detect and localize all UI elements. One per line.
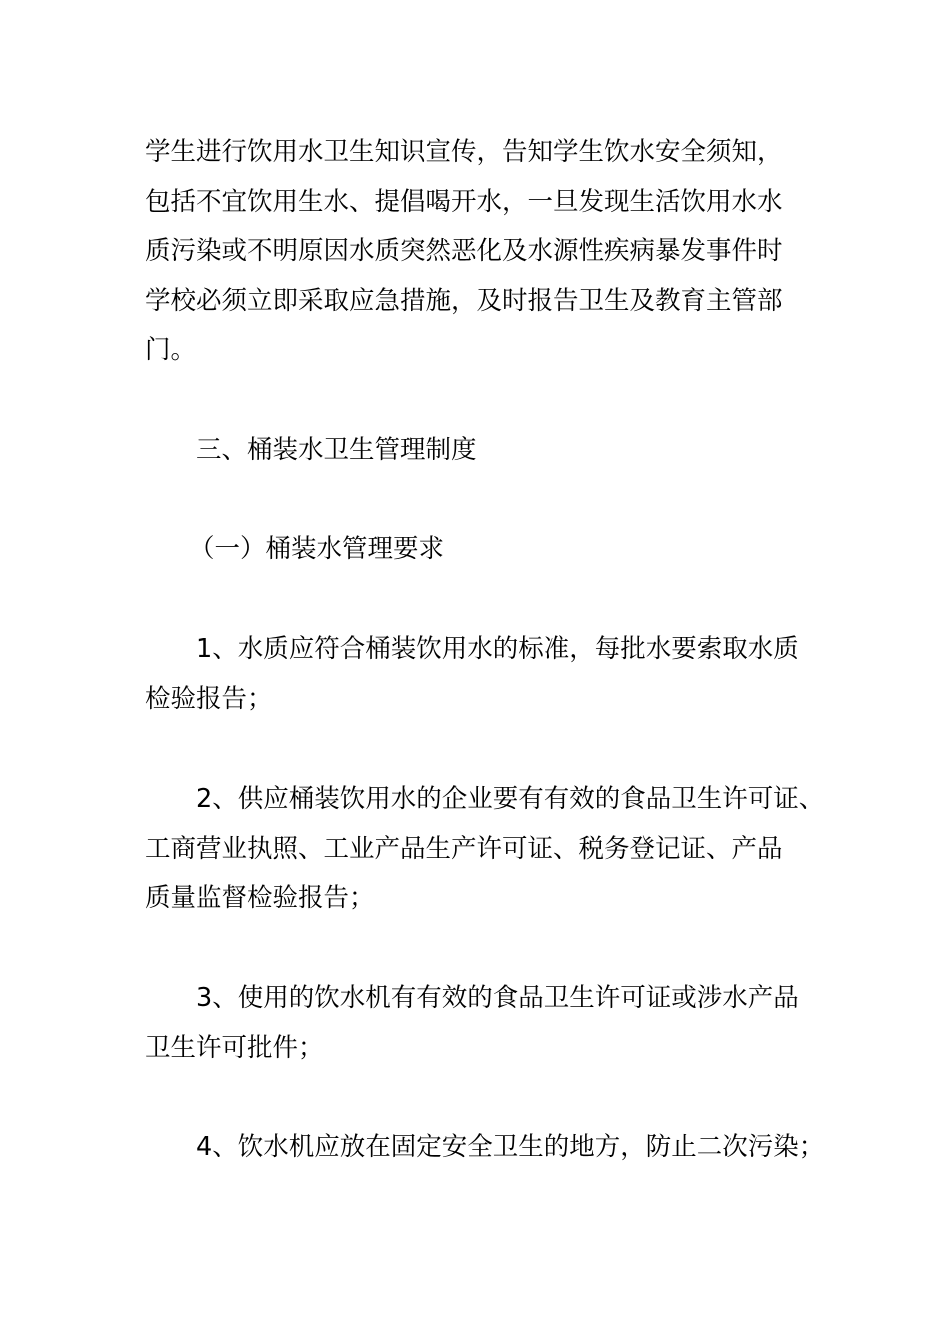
list-item-line: 2、供应桶装饮用水的企业要有有效的食品卫生许可证、 bbox=[196, 784, 825, 814]
paragraph-line: 门。 bbox=[145, 335, 197, 366]
list-item-line: 质量监督检验报告； bbox=[145, 883, 375, 914]
paragraph-line: 质污染或不明原因水质突然恶化及水源性疾病暴发事件时 bbox=[145, 236, 783, 267]
paragraph-line: 学校必须立即采取应急措施，及时报告卫生及教育主管部 bbox=[145, 285, 783, 316]
list-item-line: 卫生许可批件； bbox=[145, 1032, 324, 1063]
list-item-line: 4、饮水机应放在固定安全卫生的地方，防止二次污染； bbox=[196, 1132, 825, 1162]
list-item-line: 检验报告； bbox=[145, 683, 273, 714]
list-item bbox=[145, 1123, 825, 1173]
list-item bbox=[145, 625, 825, 724]
subsection-heading bbox=[145, 525, 825, 575]
list-item bbox=[145, 974, 825, 1073]
section-heading-text: 三、桶装水卫生管理制度 bbox=[196, 435, 477, 465]
list-item-line: 工商营业执照、工业产品生产许可证、税务登记证、产品 bbox=[145, 833, 783, 864]
list-item-line: 1、水质应符合桶装饮用水的标准，每批水要索取水质 bbox=[196, 634, 799, 664]
list-item bbox=[145, 775, 825, 924]
paragraph-line: 学生进行饮用水卫生知识宣传，告知学生饮水安全须知， bbox=[145, 137, 783, 167]
section-heading bbox=[145, 426, 825, 476]
list-item-line: 3、使用的饮水机有有效的食品卫生许可证或涉水产品 bbox=[196, 983, 799, 1013]
paragraph-line: 包括不宜饮用生水、提倡喝开水，一旦发现生活饮用水水 bbox=[145, 186, 783, 217]
subsection-heading-text: （一）桶装水管理要求 bbox=[189, 534, 445, 564]
intro-paragraph bbox=[145, 128, 825, 376]
